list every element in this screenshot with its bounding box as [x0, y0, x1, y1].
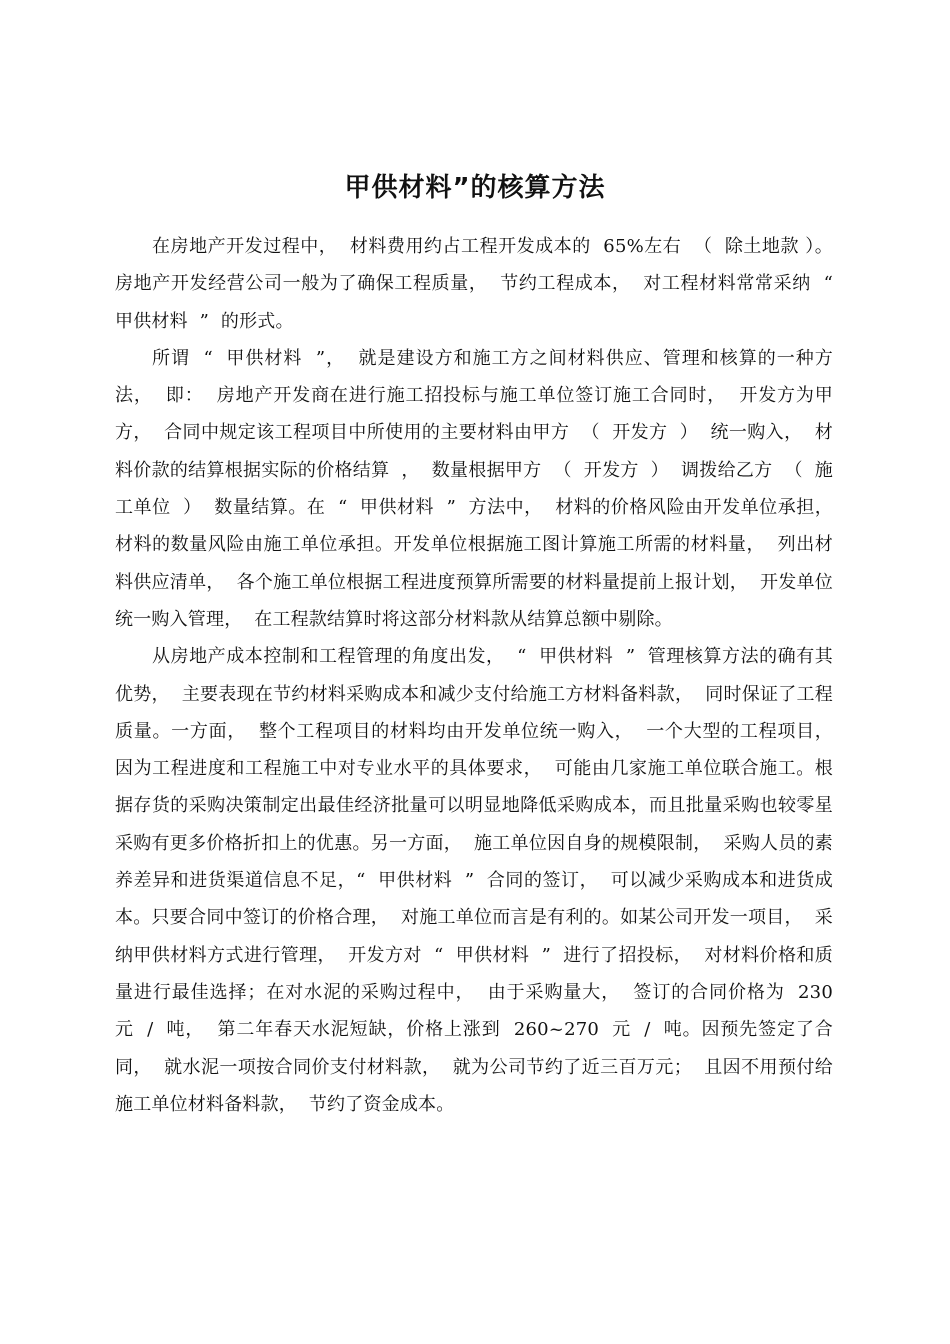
document-title: 甲供材料”的核算方法 [344, 173, 606, 204]
document-body [115, 228, 845, 1123]
paragraph: 从房地产成本控制和工程管理的角度出发， “ 甲供材料 ” 管理核算方法的确有其优势， 主要表现在节约材料采购成本和减少支付给施工方材料备料款， 同时保证了工程质量。一方面， 整个工程项目的材料均由开发单位统一购入， 一个大型的工程项目， 因为工程进度和工程施工中对专业水平的具体要求， 可能由几家施工单位联合施工。根据存货的采购决策制定出最佳经济批量可以明显地降低采购成本，而且批量采购也较零星采购有更多价格折扣上的优惠。另一方面， 施工单位因自身的规模限制， 采购人员的素养差异和进货渠道信息不足，“ 甲供材料 ” 合同的签订， 可以减少采购成本和进货成本。只要合同中签订的价格合理， 对施工单位而言是有利的。如某公司开发一项目， 采纳甲供材料方式进行管理， 开发方对 “ 甲供材料 ” 进行了招投标， 对材料价格和质量进行最佳选择；在对水泥的采购过程中， 由于采购量大， 签订的合同价格为 230 元 / 吨， 第二年春天水泥短缺，价格上涨到 260~270 元 / 吨。因预先签定了合同， 就水泥一项按合同价支付材料款， 就为公司节约了近三百万元； 且因不用预付给施工单位材料备料款， 节约了资金成本。 [115, 646, 845, 1115]
paragraph: 所谓 “ 甲供材料 ”， 就是建设方和施工方之间材料供应、管理和核算的一种方法， 即： 房地产开发商在进行施工招投标与施工单位签订施工合同时， 开发方为甲方， 合同中规定该工程项目中所使用的主要材料由甲方 （ 开发方 ） 统一购入， 材料价款的结算根据实际的价格结算 ， 数量根据甲方 （ 开发方 ） 调拨给乙方 （ 施工单位 ） 数量结算。在 “ 甲供材料 ” 方法中， 材料的价格风险由开发单位承担， 材料的数量风险由施工单位承担。开发单位根据施工图计算施工所需的材料量， 列出材料供应清单， 各个施工单位根据工程进度预算所需要的材料量提前上报计划， 开发单位统一购入管理， 在工程款结算时将这部分材料款从结算总额中剔除。 [115, 347, 845, 630]
paragraph: 在房地产开发过程中， 材料费用约占工程开发成本的 65%左右 （ 除土地款 ）。房地产开发经营公司一般为了确保工程质量， 节约工程成本， 对工程材料常常采纳 “ 甲供材料 ” 的形式。 [115, 236, 845, 332]
